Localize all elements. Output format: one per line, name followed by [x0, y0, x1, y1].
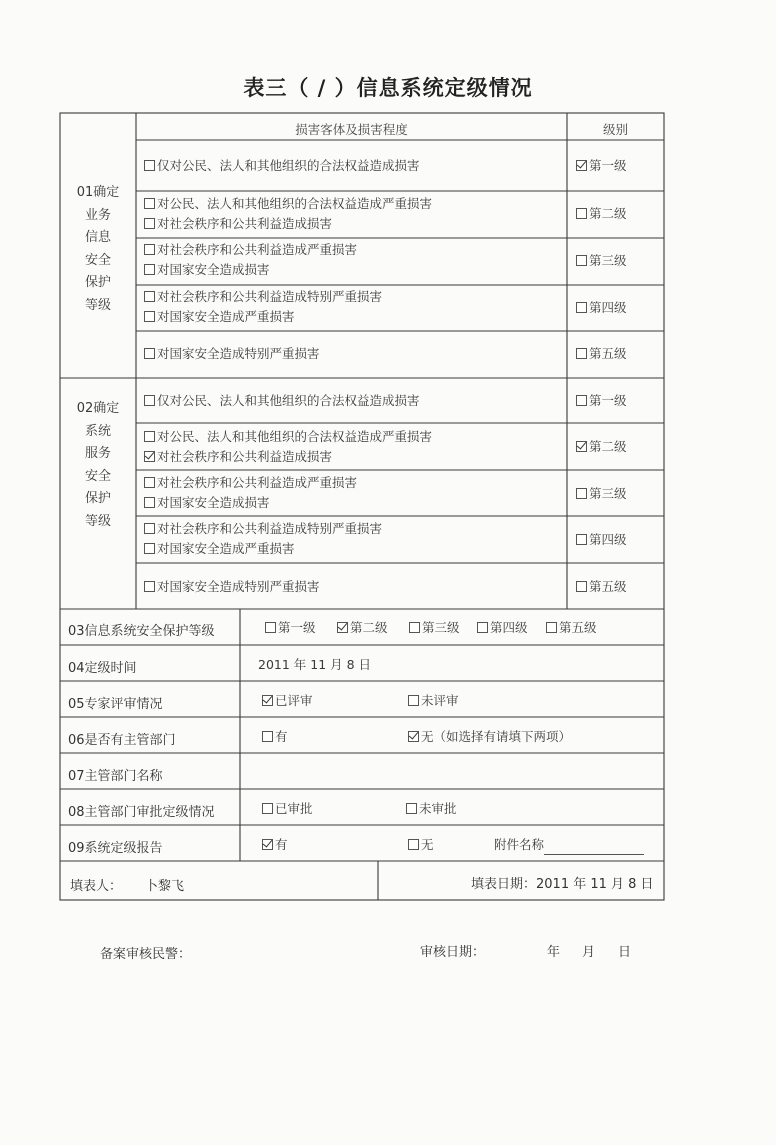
- s1-r4-line1[interactable]: 对社会秩序和公共利益造成特别严重损害: [144, 287, 382, 307]
- checkbox[interactable]: [144, 264, 155, 275]
- row03-opt2[interactable]: 第二级: [337, 618, 388, 638]
- checkbox[interactable]: [406, 803, 417, 814]
- s2-r4-level[interactable]: 第四级: [576, 530, 627, 550]
- row07-label: 07主管部门名称: [68, 769, 163, 784]
- s2-r2-level[interactable]: 第二级: [576, 437, 627, 457]
- section1-label: 01确定 业务 信息 安全 保护 等级: [76, 185, 120, 313]
- form-title: 表三（ / ）信息系统定级情况: [243, 76, 533, 100]
- checkbox[interactable]: [144, 218, 155, 229]
- row08-opt2[interactable]: 未审批: [406, 799, 457, 819]
- checkbox[interactable]: [144, 395, 155, 406]
- s2-r4-line2[interactable]: 对国家安全造成严重损害: [144, 539, 295, 559]
- s1-r2-line2[interactable]: 对社会秩序和公共利益造成损害: [144, 214, 332, 234]
- checkbox[interactable]: [409, 622, 420, 633]
- checkbox[interactable]: [408, 695, 419, 706]
- checkbox[interactable]: [576, 488, 587, 499]
- checkbox[interactable]: [144, 523, 155, 534]
- checkbox[interactable]: [144, 198, 155, 209]
- s1-r1-line1[interactable]: 仅对公民、法人和其他组织的合法权益造成损害: [144, 156, 420, 176]
- checkbox[interactable]: [144, 543, 155, 554]
- checkbox[interactable]: [144, 451, 155, 462]
- row08-opt1[interactable]: 已审批: [262, 799, 313, 819]
- checkbox[interactable]: [576, 348, 587, 359]
- review-year: 年: [547, 945, 561, 960]
- checkbox[interactable]: [576, 395, 587, 406]
- review-month: 月: [582, 945, 596, 960]
- s2-r4-line1[interactable]: 对社会秩序和公共利益造成特别严重损害: [144, 519, 382, 539]
- row09-opt2[interactable]: 无: [408, 835, 434, 855]
- checkbox[interactable]: [477, 622, 488, 633]
- s1-r1-level[interactable]: 第一级: [576, 156, 627, 176]
- checkbox[interactable]: [576, 581, 587, 592]
- checkbox[interactable]: [337, 622, 348, 633]
- row06-opt1[interactable]: 有: [262, 727, 288, 747]
- row03-opt1[interactable]: 第一级: [265, 618, 316, 638]
- checkbox[interactable]: [576, 534, 587, 545]
- filler-label: 填表人：: [70, 879, 123, 894]
- s1-r4-level[interactable]: 第四级: [576, 298, 627, 318]
- section2-label: 02确定 系统 服务 安全 保护 等级: [76, 401, 120, 529]
- checkbox[interactable]: [408, 731, 419, 742]
- checkbox[interactable]: [576, 208, 587, 219]
- checkbox[interactable]: [408, 839, 419, 850]
- s1-r3-level[interactable]: 第三级: [576, 251, 627, 271]
- row09-attachment[interactable]: 附件名称: [494, 835, 644, 855]
- row03-opt3[interactable]: 第三级: [409, 618, 460, 638]
- row03-opt4[interactable]: 第四级: [477, 618, 528, 638]
- checkbox[interactable]: [546, 622, 557, 633]
- attachment-name-field[interactable]: [544, 840, 644, 855]
- row06-label: 06是否有主管部门: [68, 733, 176, 748]
- row03-label: 03信息系统安全保护等级: [68, 624, 215, 639]
- row04-label: 04定级时间: [68, 661, 137, 676]
- filler-name[interactable]: 卜黎飞: [145, 879, 185, 894]
- checkbox[interactable]: [144, 244, 155, 255]
- row03-opt5[interactable]: 第五级: [546, 618, 597, 638]
- checkbox[interactable]: [576, 302, 587, 313]
- s2-r1-level[interactable]: 第一级: [576, 391, 627, 411]
- row05-label: 05专家评审情况: [68, 697, 163, 712]
- checkbox[interactable]: [144, 348, 155, 359]
- s1-r2-line1[interactable]: 对公民、法人和其他组织的合法权益造成严重损害: [144, 194, 432, 214]
- row06-opt2[interactable]: 无（如选择有请填下两项）: [408, 727, 571, 747]
- checkbox[interactable]: [262, 731, 273, 742]
- review-day: 日: [618, 945, 632, 960]
- checkbox[interactable]: [265, 622, 276, 633]
- s2-r5-line1[interactable]: 对国家安全造成特别严重损害: [144, 577, 320, 597]
- checkbox[interactable]: [576, 160, 587, 171]
- s2-r1-line1[interactable]: 仅对公民、法人和其他组织的合法权益造成损害: [144, 391, 420, 411]
- header-damage-object: 损害客体及损害程度: [295, 122, 408, 137]
- checkbox[interactable]: [262, 803, 273, 814]
- s2-r3-level[interactable]: 第三级: [576, 484, 627, 504]
- checkbox[interactable]: [576, 441, 587, 452]
- row05-opt1[interactable]: 已评审: [262, 691, 313, 711]
- checkbox[interactable]: [262, 695, 273, 706]
- row09-label: 09系统定级报告: [68, 841, 163, 856]
- row04-value[interactable]: 2011 年 11 月 8 日: [258, 657, 372, 672]
- s1-r3-line2[interactable]: 对国家安全造成损害: [144, 260, 270, 280]
- checkbox[interactable]: [576, 255, 587, 266]
- checkbox[interactable]: [262, 839, 273, 850]
- s1-r5-level[interactable]: 第五级: [576, 344, 627, 364]
- officer-label: 备案审核民警：: [100, 947, 192, 962]
- checkbox[interactable]: [144, 497, 155, 508]
- review-date-label: 审核日期：: [420, 945, 486, 960]
- checkbox[interactable]: [144, 431, 155, 442]
- header-level: 级别: [602, 122, 628, 137]
- checkbox[interactable]: [144, 581, 155, 592]
- row05-opt2[interactable]: 未评审: [408, 691, 459, 711]
- s2-r2-line1[interactable]: 对公民、法人和其他组织的合法权益造成严重损害: [144, 427, 432, 447]
- checkbox[interactable]: [144, 291, 155, 302]
- fill-date[interactable]: 填表日期：2011 年 11 月 8 日: [471, 877, 654, 892]
- s2-r5-level[interactable]: 第五级: [576, 577, 627, 597]
- s2-r3-line1[interactable]: 对社会秩序和公共利益造成严重损害: [144, 473, 357, 493]
- row09-opt1[interactable]: 有: [262, 835, 288, 855]
- checkbox[interactable]: [144, 160, 155, 171]
- s2-r3-line2[interactable]: 对国家安全造成损害: [144, 493, 270, 513]
- s1-r3-line1[interactable]: 对社会秩序和公共利益造成严重损害: [144, 240, 357, 260]
- checkbox[interactable]: [144, 311, 155, 322]
- s2-r2-line2[interactable]: 对社会秩序和公共利益造成损害: [144, 447, 332, 467]
- checkbox[interactable]: [144, 477, 155, 488]
- row08-label: 08主管部门审批定级情况: [68, 805, 215, 820]
- s1-r4-line2[interactable]: 对国家安全造成严重损害: [144, 307, 295, 327]
- s1-r2-level[interactable]: 第二级: [576, 204, 627, 224]
- s1-r5-line1[interactable]: 对国家安全造成特别严重损害: [144, 344, 320, 364]
